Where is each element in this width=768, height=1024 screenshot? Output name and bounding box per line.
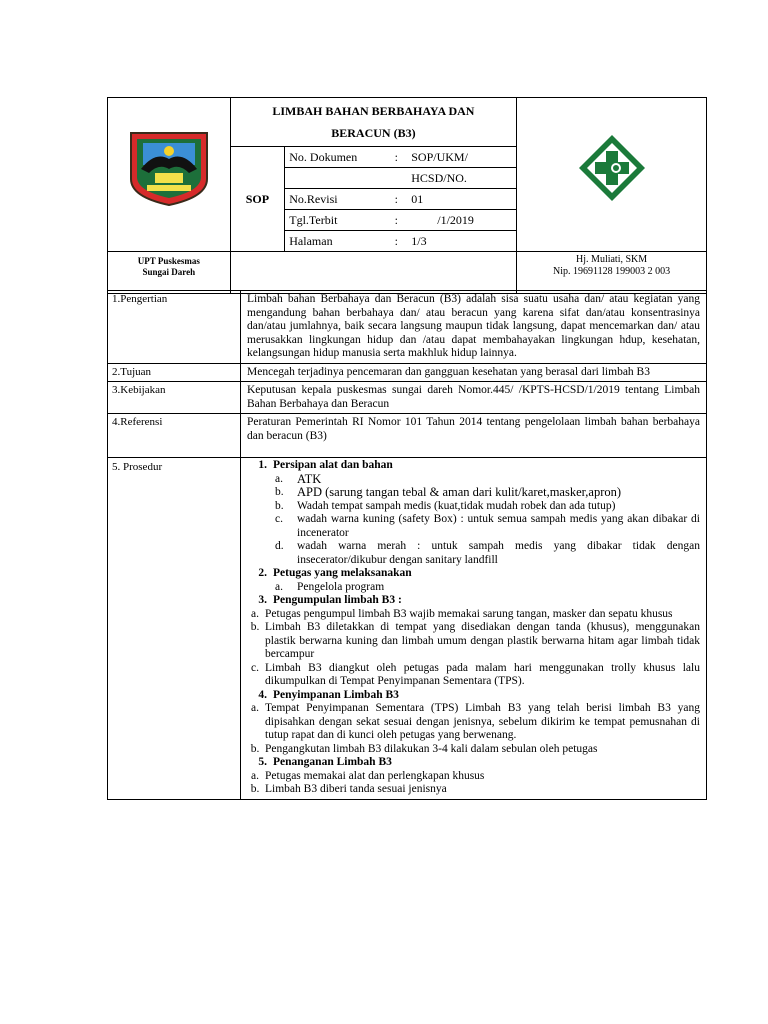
list-item: c. Limbah B3 diangkut oleh petugas pada malam hari menggunakan trolly khusus lalu dikumpulkan di Tempat Penyimpanan Sementara (TPS).	[251, 661, 700, 687]
section-label: 1.Pengertian	[108, 291, 241, 364]
doc-row-issue-date: Tgl.Terbit : /1/2019	[285, 210, 516, 231]
sop-content-table	[107, 290, 707, 800]
list-item: b. APD (sarung tangan tebal & aman dari kulit/karet,masker,apron)	[275, 485, 622, 499]
section-label: 4.Referensi	[108, 414, 241, 458]
upt-name: UPT Puskesmas Sungai Dareh	[108, 252, 231, 294]
procedure-body	[241, 458, 707, 800]
doc-row-number: No. Dokumen : SOP/UKM/	[285, 147, 516, 168]
section-kebijakan	[108, 382, 707, 414]
procedure-heading-3: 3. Pengumpulan limbah B3 :	[258, 594, 402, 606]
section-text: Keputusan kepala puskesmas sungai dareh Nomor.445/ /KPTS-HCSD/1/2019 tentang Limbah Bahan Berbahaya dan Beracun	[241, 382, 707, 414]
doc-row-revision: No.Revisi : 01	[285, 189, 516, 210]
signer-block	[517, 252, 707, 294]
doc-row-page: Halaman : 1/3	[289, 234, 427, 248]
section-text: Peraturan Pemerintah RI Nomor 101 Tahun 2014 tentang pengelolaan limbah bahan berbahaya dan beracun (B3)	[241, 414, 707, 458]
document-info-cell	[285, 147, 517, 252]
procedure-heading-2: 2. Petugas yang melaksanakan	[258, 567, 412, 579]
list-item: a. Pengelola program	[275, 580, 385, 593]
section-prosedur	[108, 458, 707, 800]
section-referensi	[108, 414, 707, 458]
doc-row-number-cont: HCSD/NO.	[285, 168, 516, 189]
section-tujuan	[108, 363, 707, 382]
sop-header-table	[107, 97, 707, 294]
list-item: b. Limbah B3 diberi tanda sesuai jenisnya	[250, 783, 447, 795]
document-title-line2: BERACUN (B3)	[331, 126, 416, 140]
sop-label: SOP	[230, 147, 285, 252]
list-item: a. Tempat Penyimpanan Sementara (TPS) Limbah B3 yang telah berisi limbah B3 yang dipisahkan dengan sekat sesuai dengan jenisnya, sebelum dikirim ke tempat pemusnahan di tutup rapat dan di kunci oleh petugas yang berwenang.	[251, 702, 700, 741]
list-item: b. Wadah tempat sampah medis (kuat,tidak mudah robek dan ada tutup)	[275, 499, 616, 512]
procedure-heading-5: 5. Penanganan Limbah B3	[258, 756, 392, 768]
signer-name: Hj. Muliati, SKM	[576, 254, 648, 265]
list-item: b. Pengangkutan limbah B3 dilakukan 3-4 kali dalam sebulan oleh petugas	[250, 742, 598, 755]
procedure-heading-1: 1. Persipan alat dan bahan	[258, 459, 393, 471]
list-item: d. wadah warna merah : untuk sampah medis yang dibakar tidak dengan insecerator/dikubur dengan sanitary landfill	[275, 540, 700, 566]
section-label: 5. Prosedur	[108, 458, 241, 800]
section-text: Mencegah terjadinya pencemaran dan gangguan kesehatan yang berasal dari limbah B3	[241, 363, 707, 382]
document-title-line1: LIMBAH BAHAN BERBAHAYA DAN	[272, 104, 475, 118]
section-text: Limbah bahan Berbahaya dan Beracun (B3) adalah sisa suatu usaha dan/ atau kegiatan yang mengandung bahan berbahaya dan/ atau beracun yang karena sifat dan/atau konsentrasinya dan/atau jumlahnya, baik secara langsung maupun tidak langsung, dapat mencemarkan dan/ atau merusakkan lingkungan hidup dan /atau dapat membahayakan lingkungan hdup, kesehatan, kelangsungan hidup manusia serta makhluk hidup lainnya.	[241, 291, 707, 364]
puskesmas-cross-icon	[576, 132, 648, 204]
list-item: b. Limbah B3 diletakkan di tempat yang disediakan dengan tanda (khusus), menggunakan plastik berwarna kuning dan limbah umum dengan plastik berwarna hitam agar limbah tidak bercampur	[250, 621, 700, 660]
left-logo-cell	[108, 98, 231, 252]
document-info-table	[285, 147, 516, 251]
list-item: a. Petugas memakai alat dan perlengkapan khusus	[251, 769, 485, 782]
document-title	[230, 98, 517, 147]
section-pengertian	[108, 291, 707, 364]
list-item: a. Petugas pengumpul limbah B3 wajib memakai sarung tangan, masker dan sepatu khusus	[251, 607, 673, 620]
list-item: c. wadah warna kuning (safety Box) : untuk semua sampah medis yang akan dibakar di incenerator	[275, 513, 700, 539]
signer-nip: Nip. 19691128 199003 2 003	[553, 266, 671, 277]
list-item: a. ATK	[275, 471, 322, 486]
blank-signature-cell	[230, 252, 517, 294]
section-label: 3.Kebijakan	[108, 382, 241, 414]
section-label: 2.Tujuan	[108, 363, 241, 382]
procedure-heading-4: 4. Penyimpanan Limbah B3	[258, 688, 399, 701]
regional-emblem-icon	[127, 129, 211, 207]
right-logo-cell	[517, 98, 707, 252]
